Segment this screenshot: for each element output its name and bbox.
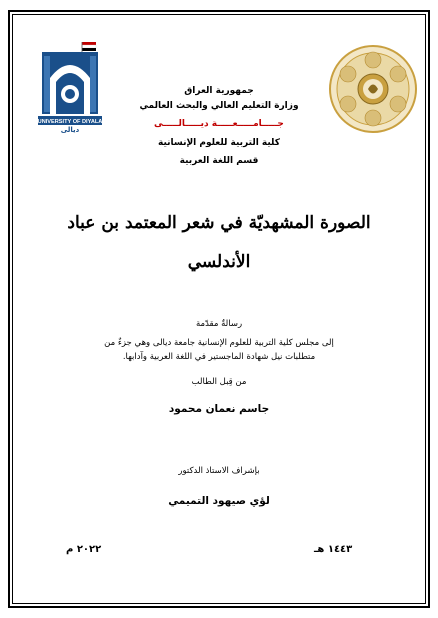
hijri-year: ١٤٤٣ هـ bbox=[314, 544, 353, 555]
submission-line1: إلى مجلس كلية التربية للعلوم الإنسانية جامعة ديالى وهي جزءٌ من bbox=[104, 338, 334, 348]
student-name: جاسم نعمان محمود bbox=[168, 403, 270, 415]
header-university: جـــــامـــــعـــــة ديـــــالـــــى bbox=[154, 119, 284, 129]
by-student-label: من قِبل الطالب bbox=[191, 377, 247, 387]
header-country: جمهورية العراق bbox=[184, 86, 254, 96]
logo-arabic-name: ديالى bbox=[60, 126, 80, 134]
submission-line2: متطلبات نيل شهادة الماجستير في اللغة العربية وآدابها. bbox=[122, 352, 316, 362]
risala-label: رسالةٌ مقدّمة bbox=[195, 319, 243, 329]
header-department: قسم اللغة العربية bbox=[179, 156, 259, 166]
supervision-label: بإشراف الاستاذ الدكتور bbox=[178, 466, 260, 476]
thesis-title-line2: الأندلسي bbox=[187, 252, 251, 272]
gregorian-year: ٢٠٢٢ م bbox=[66, 544, 102, 555]
header-college: كلية التربية للعلوم الإنسانية bbox=[158, 138, 280, 148]
logo-caption: UNIVERSITY OF DIYALA bbox=[37, 119, 103, 125]
thesis-title-line1: الصورة المشهديّة في شعر المعتمد بن عباد bbox=[67, 213, 371, 233]
supervisor-name: لؤي صيهود التميمي bbox=[168, 495, 270, 507]
header-ministry: وزارة التعليم العالي والبحث العالمي bbox=[139, 101, 299, 111]
